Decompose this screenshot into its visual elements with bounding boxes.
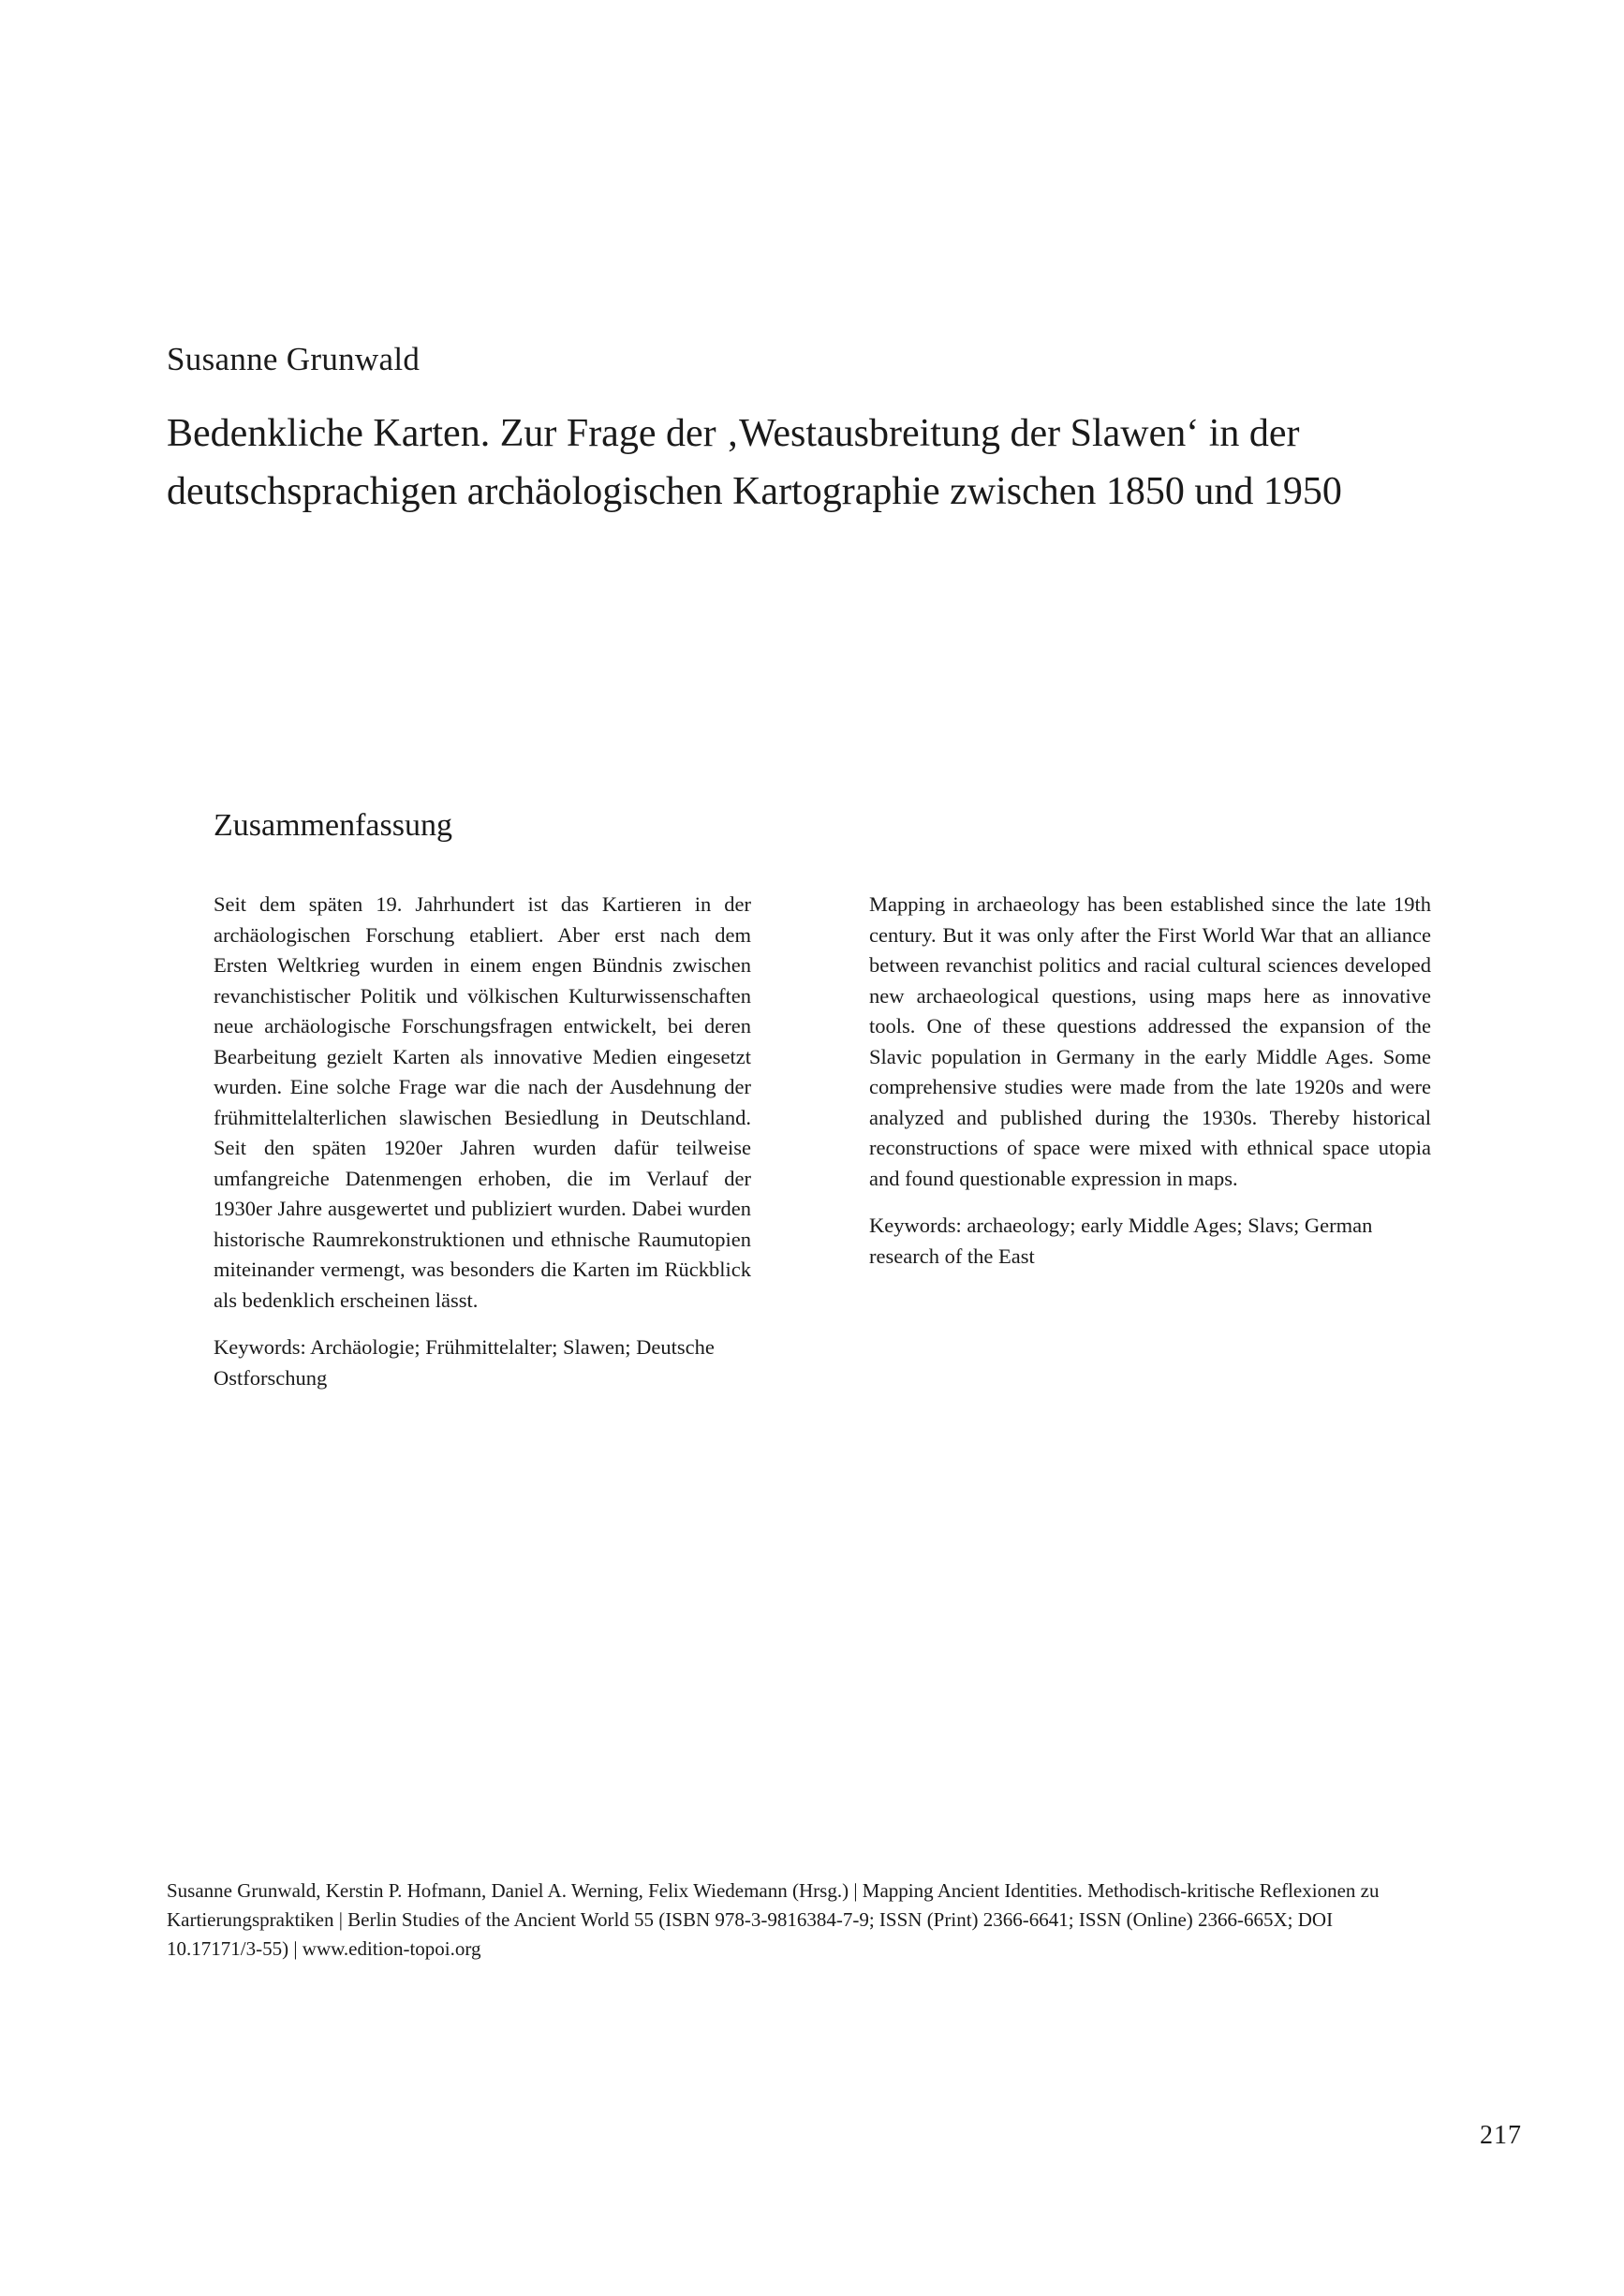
german-keywords: Keywords: Archäologie; Frühmittelalter; Slawen; Deutsche Ostforschung xyxy=(214,1335,715,1390)
article-title: Bedenkliche Karten. Zur Frage der ‚Westausbreitung der Slawen‘ in der deutschsprachigen archäologischen Kartographie zwischen 1850 und 1950 xyxy=(167,412,1342,513)
german-abstract-column xyxy=(214,890,751,1410)
english-keywords: Keywords: archaeology; early Middle Ages; Slavs; German research of the East xyxy=(869,1214,1373,1268)
english-abstract-column xyxy=(869,890,1431,1288)
author-name: Susanne Grunwald xyxy=(167,341,421,377)
english-abstract-text: Mapping in archaeology has been established since the late 19th century. But it was only after the First World War that an alliance between revanchist politics and racial cultural sciences developed new archaeological questions, using maps here as innovative tools. One of these questions addressed the expansion of the Slavic population in Germany in the early Middle Ages. Some comprehensive studies were made from the late 1920s and were analyzed and published during the 1930s. Thereby historical reconstructions of space were mixed with ethnical space utopia and found questionable expression in maps. xyxy=(869,892,1431,1190)
abstract-heading: Zusammenfassung xyxy=(214,808,452,843)
german-abstract-text: Seit dem späten 19. Jahrhundert ist das Kartieren in der archäologischen Forschung etabliert. Aber erst nach dem Ersten Weltkrieg wurden in einem engen Bündnis zwischen revanchistischer Politik und völkischen Kulturwissenschaften neue archäologische Forschungsfragen entwickelt, bei deren Bearbeitung gezielt Karten als innovative Medien eingesetzt wurden. Eine solche Frage war die nach der Ausdehnung der frühmittelalterlichen slawischen Besiedlung in Deutschland. Seit den späten 1920er Jahren wurden dafür teilweise umfangreiche Datenmengen erhoben, die im Verlauf der 1930er Jahre ausgewertet und publiziert wurden. Dabei wurden historische Raumrekonstruktionen und ethnische Raumutopien miteinander vermengt, was besonders die Karten im Rückblick als bedenklich erscheinen lässt. xyxy=(214,892,751,1312)
citation-footer: Susanne Grunwald, Kerstin P. Hofmann, Daniel A. Werning, Felix Wiedemann (Hrsg.) | Mapping Ancient Identities. Methodisch-kritische Reflexionen zu Kartierungspraktiken | Berlin Studies of the Ancient World 55 (ISBN 978-3-9816384-7-9; ISSN (Print) 2366-6641; ISSN (Online) 2366-665X; DOI 10.17171/3-55) | www.edition-topoi.org xyxy=(167,1879,1380,1960)
page-number: 217 xyxy=(1480,2121,1522,2150)
